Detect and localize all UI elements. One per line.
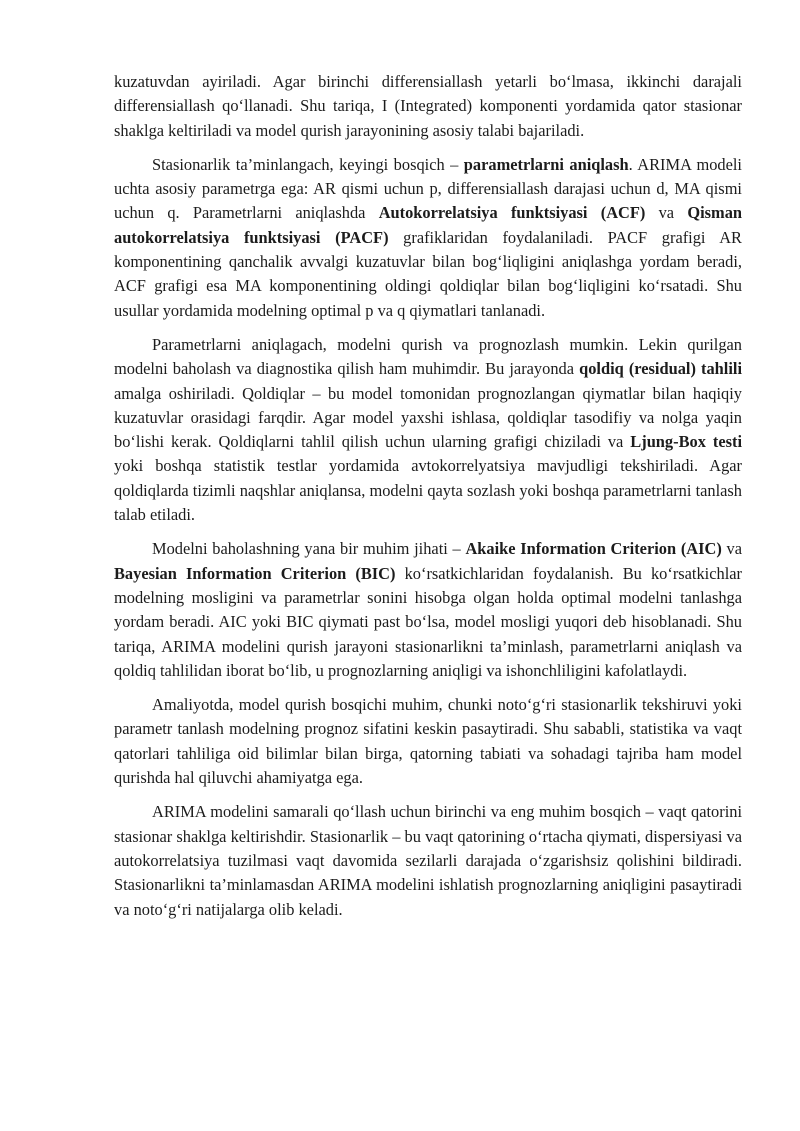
text-run: Parametrlarni aniqlagach, modelni qurish va prognozlash mumkin. Lekin qurilgan modelni baholash va diagnostika qilish ham muhimdir. Bu jarayonda [114, 334, 742, 379]
bold-term: Qisman autokorrelatsiya funktsiyasi (PACF) [114, 203, 743, 247]
text-run: va [721, 539, 742, 559]
text-run: ARIMA modelini samarali qo‘llash uchun birinchi va eng muhim bosqich – vaqt qatorini stasionar shaklga keltirishdir. Stasionarlik – bu vaqt qatorining o‘rtacha qiymati, dispersiyasi va autokorrelatsiya tuzilmasi vaqt davomida sezilarli darajada o‘zgarishsiz qolishini bildiradi. Stasionarlikni ta’minlamasdan ARIMA modelini ishlatish prognozlarning aniqligini pasaytiradi va noto‘g‘ri natijalarga olib keladi. [114, 802, 742, 919]
text-run: ko‘rsatkichlaridan foydalanish. Bu ko‘rsatkichlar modelning mosligini va parametrlar sonini hisobga olgan holda optimal modelni tanlashga yordam beradi. AIC yoki BIC qiymati past bo‘lsa, model mosligi yuqori deb hisoblanadi. Shu tariqa, ARIMA modelini qurish jarayoni stasionarlikni ta’minlash, parametrlarni aniqlash va qoldiq tahlilidan iborat bo‘lib, u prognozlarning aniqligi va ishonchliligini kafolatlaydi. [114, 563, 742, 680]
bold-term: Ljung-Box testi [630, 432, 742, 452]
text-run: . ARIMA modeli uchta asosiy parametrga ega: AR qismi uchun p, differensiallash darajasi uchun d, MA qismi uchun q. Parametrlarni aniqlashda [114, 154, 742, 223]
bold-term: Akaike Information Criterion (AIC) [465, 539, 722, 559]
paragraph-differencing [114, 70, 742, 143]
text-run: grafiklaridan foydalaniladi. PACF grafigi AR komponentining qanchalik avvalgi kuzatuvlar bilan bog‘liqligini aniqlashga yordam beradi, ACF grafigi esa MA komponentining oldingi qoldiqlar bilan bog‘liqligini ko‘rsatadi. Shu usullar yordamida modelning optimal p va q qiymatlari tanlanadi. [114, 227, 742, 320]
bold-term: parametrlarni aniqlash [463, 154, 629, 174]
document-page [114, 70, 742, 932]
paragraph-residual-analysis [114, 333, 742, 527]
bold-term: Autokorrelatsiya funktsiyasi (ACF) [378, 203, 646, 223]
paragraph-practice [114, 693, 742, 790]
paragraph-parameters [114, 153, 742, 323]
text-run: amalga oshiriladi. Qoldiqlar – bu model tomonidan prognozlangan qiymatlar bilan haqiqiy kuzatuvlar orasidagi farqdir. Agar model yaxshi ishlasa, qoldiqlar tasodifiy va nolga yaqin bo‘lishi kerak. Qoldiqlarni tahlil qilish uchun ularning grafigi chiziladi va [114, 383, 742, 452]
paragraph-information-criteria [114, 537, 742, 683]
text-run: va [645, 203, 688, 223]
text-run: kuzatuvdan ayiriladi. Agar birinchi differensiallash yetarli bo‘lmasa, ikkinchi darajali differensiallash qo‘llanadi. Shu tariqa, I (Integrated) komponenti yordamida qator stasionar shaklga keltiriladi va model qurish jarayonining asosiy talabi bajariladi. [114, 72, 742, 140]
text-run: yoki boshqa statistik testlar yordamida avtokorrelyatsiya mavjudligi tekshiriladi. Agar qoldiqlarda tizimli naqshlar aniqlansa, modelni qayta sozlash yoki boshqa parametrlarni tanlash talab etiladi. [114, 456, 742, 525]
paragraph-stationarity [114, 800, 742, 921]
text-run: Amaliyotda, model qurish bosqichi muhim, chunki noto‘g‘ri stasionarlik tekshiruvi yoki parametr tanlash modelning prognoz sifatini keskin pasaytiradi. Shu sababli, statistika va vaqt qatorlari tahliliga oid bilimlar bilan birga, qatorning tabiati va sohadagi tajriba ham model qurishda hal qiluvchi ahamiyatga ega. [114, 695, 742, 788]
text-run: Modelni baholashning yana bir muhim jihati – [152, 539, 466, 559]
text-run: Stasionarlik ta’minlangach, keyingi bosqich – [152, 154, 464, 174]
bold-term: qoldiq (residual) tahlili [579, 359, 742, 379]
bold-term: Bayesian Information Criterion (BIC) [114, 563, 396, 583]
